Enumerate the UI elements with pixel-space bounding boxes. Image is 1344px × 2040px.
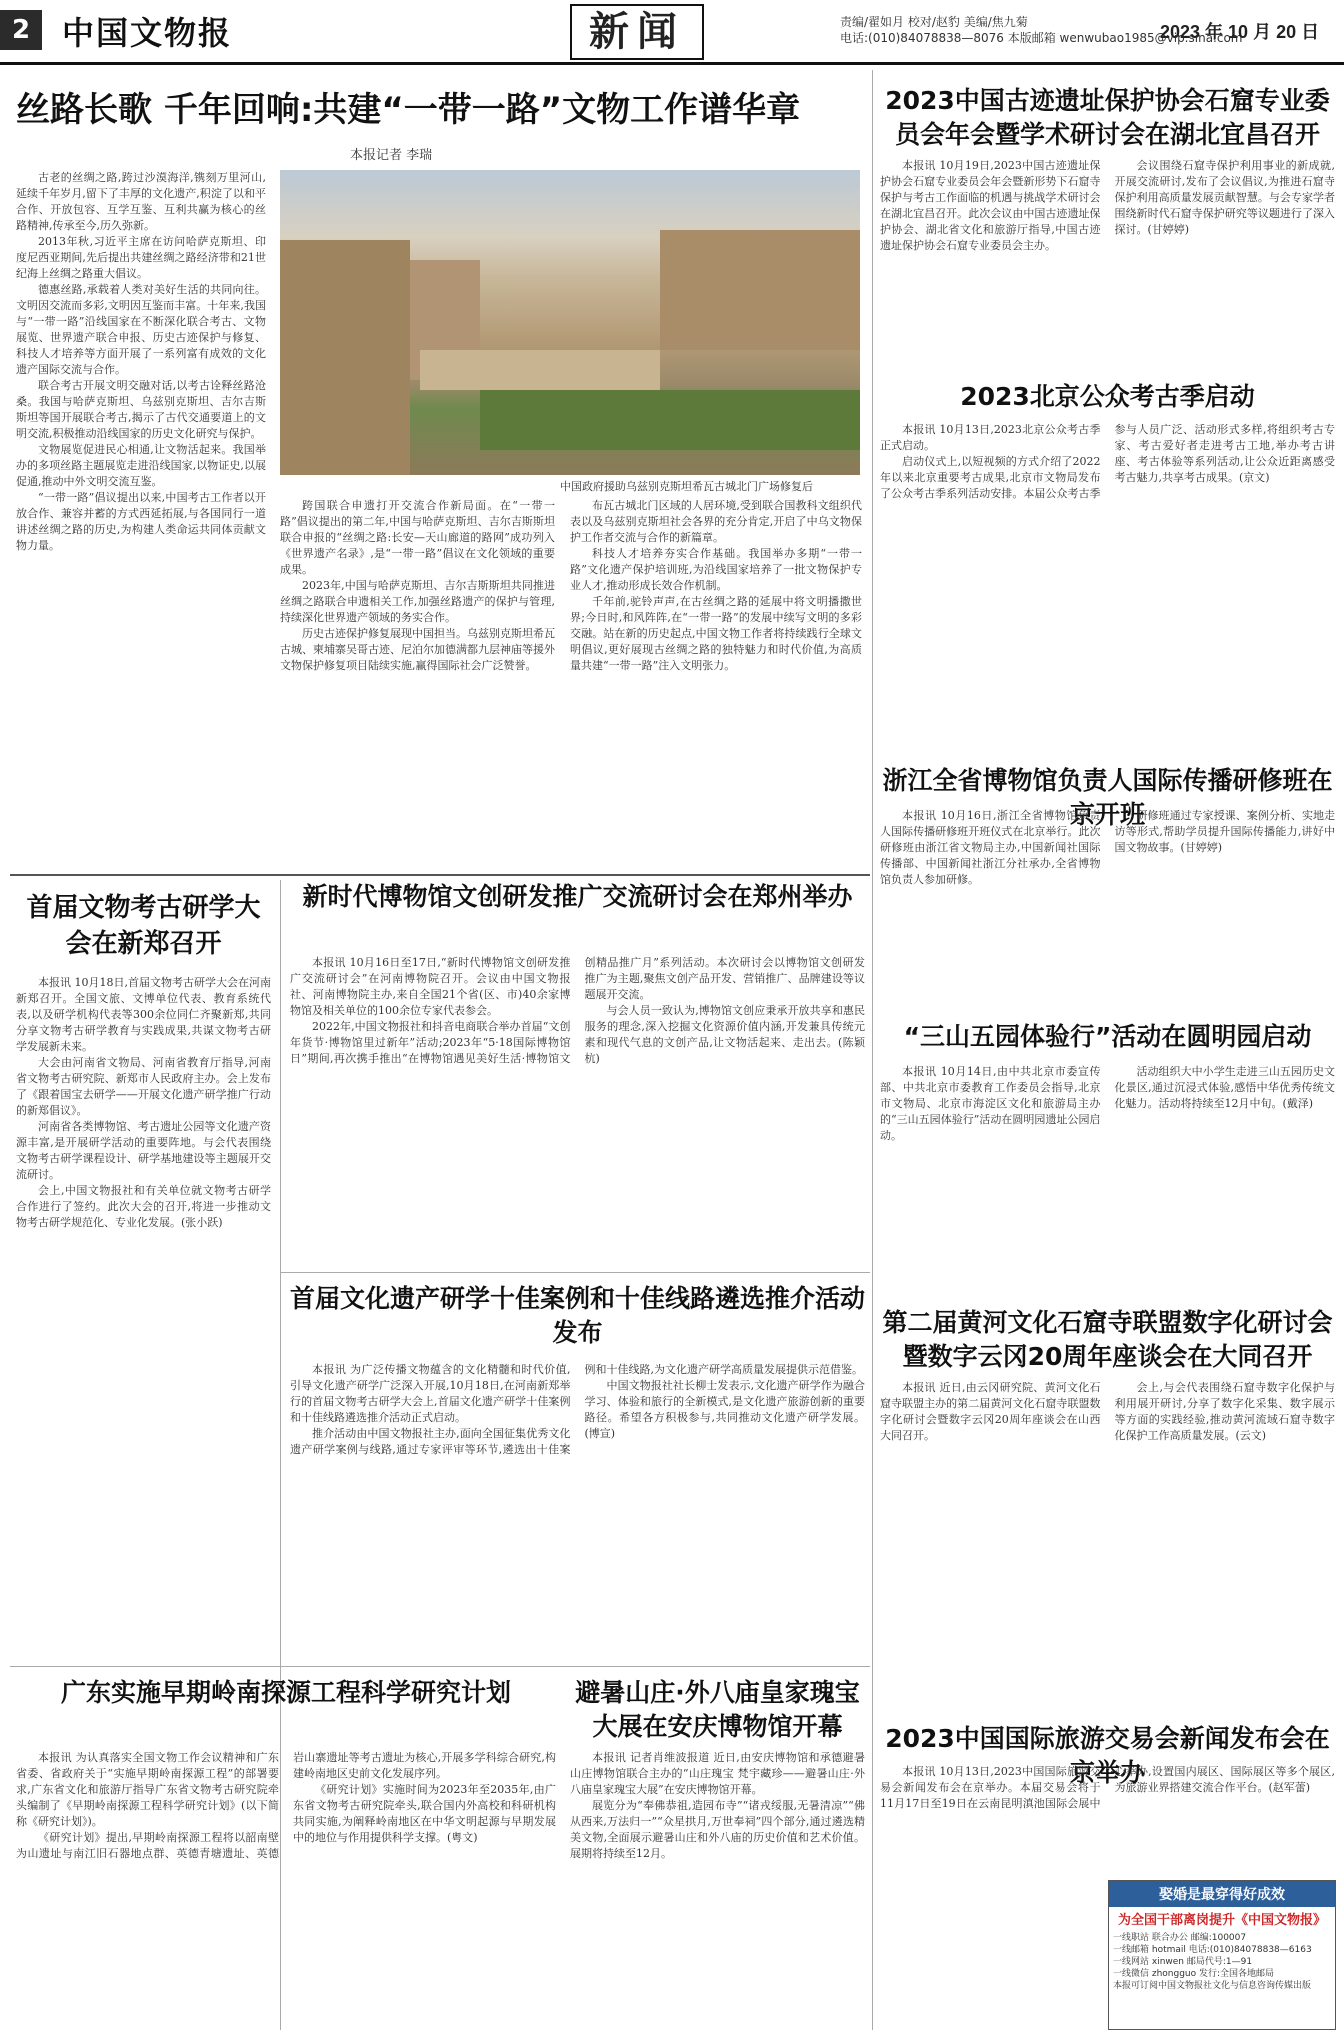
paragraph: 本报讯 10月14日,由中共北京市委宣传部、中共北京市委教育工作委员会指导,北京市文物局、北京市海淀区文化和旅游局主办的“三山五园体验行”活动在圆明园遗址公园启动。 (880, 1065, 1101, 1142)
article-body (16, 975, 271, 1650)
paragraph: 文物展览促进民心相通,让文物活起来。我国举办的多项丝路主题展览走进沿线国家,以物证史,以展促通,推动中外文明交流互鉴。 (16, 443, 266, 488)
paragraph: 2022年,中国文物报社和抖音电商联合举办首届“文创年货节·博物馆里过新年”活动;2023年“5·18国际博物馆日”期间,再次携手推出“在博物馆遇见美好生活·博物馆文创精品推广月”系列活动。本次研讨会以博物馆文创研发推广为主题,聚焦文创产品开发、营销推广、品牌建设等议题展开交流。 (290, 956, 865, 1065)
article-body (570, 1750, 865, 2030)
paragraph: 本报讯 为认真落实全国文物工作会议精神和广东省委、省政府关于“实施早期岭南探源工程”的部署要求,广东省文化和旅游厅指导广东省文物考古研究院牵头编制了《早期岭南探源工程科学研究计划》(以下简称《研究计划》)。 (16, 1751, 279, 1828)
lead-column-2 (280, 498, 555, 868)
article-body (880, 1064, 1335, 1294)
paragraph: 本报讯 10月19日,2023中国古迹遗址保护协会石窟专业委员会年会暨新形势下石窟寺保护与考古工作面临的机遇与挑战学术研讨会在湖北宜昌召开。此次会议由中国古迹遗址保护协会、湖北省文化和旅游厅指导,中国古迹遗址保护协会石窟专业委员会主办。 (880, 159, 1101, 252)
paragraph: 大会由河南省文物局、河南省教育厅指导,河南省文物考古研究院、新郑市人民政府主办。会上发布了《跟着国宝去研学——开展文化遗产研学推广行动的新郑倡议》。 (16, 1056, 271, 1117)
article-body (290, 1362, 865, 1662)
article-body (290, 955, 865, 1265)
ad-line: 一线职站 联合办公 邮编:100007 (1113, 1933, 1247, 1943)
article-headline: “三山五园体验行”活动在圆明园启动 (903, 1022, 1312, 1051)
paragraph: 古老的丝绸之路,跨过沙漠海洋,镌刻万里河山,延续千年岁月,留下了丰厚的文化遗产,积淀了以和平合作、开放包容、互学互鉴、互利共赢为核心的丝路精神,传承至今,历久弥新。 (16, 171, 266, 232)
paragraph: 启动仪式上,以短视频的方式介绍了2022年以来北京重要考古成果,北京市文物局发布了公众考古季系列活动安排。本届公众考古季参与人员广泛、活动形式多样,将组织考古专家、考古爱好者走进考古工地,举办考古讲座、考古体验等系列活动,让公众近距离感受考古魅力,共享考古成果。(京文) (880, 423, 1335, 500)
paragraph: 跨国联合申遗打开交流合作新局面。在“一带一路”倡议提出的第二年,中国与哈萨克斯坦、吉尔吉斯斯坦联合申报的“丝绸之路:长安—天山廊道的路网”成功列入《世界遗产名录》,是“一带一路”倡议在文化领域的重要成果。 (280, 499, 555, 576)
article-headline: 首届文物考古研学大会在新郑召开 (26, 893, 261, 959)
page-number: 2 (0, 10, 42, 50)
article-headline: 2023中国古迹遗址保护协会石窟专业委员会年会暨学术研讨会在湖北宜昌召开 (885, 86, 1330, 149)
paragraph: 《研究计划》提出,早期岭南探源工程将以韶南壁为山遗址与南江旧石器地点群、英德青塘遗址、英德岩山寨遗址等考古遗址为核心,开展多学科综合研究,构建岭南地区史前文化发展序列。 (16, 1751, 556, 1860)
paragraph: 中国文物报社社长柳士发表示,文化遗产研学作为融合学习、体验和旅行的全新模式,是文化遗产旅游创新的重要路径。希望各方积极参与,共同推动文化遗产研学发展。(博宣) (584, 1379, 865, 1440)
paragraph: 本报讯 记者肖维波报道 近日,由安庆博物馆和承德避暑山庄博物馆联合主办的“山庄瑰宝 梵宇藏珍——避暑山庄·外八庙皇家瑰宝大展”在安庆博物馆开幕。 (570, 1751, 865, 1796)
ad-line: 一线微信 zhongguo 发行:全国各地邮局 (1113, 1969, 1275, 1979)
ad-line: 一线邮箱 hotmail 电话:(010)84078838—6163 (1113, 1945, 1312, 1955)
article-body (880, 1380, 1335, 1710)
paragraph: “一带一路”倡议提出以来,中国考古工作者以开放合作、兼容并蓄的方式西延拓展,与各国同行一道讲述丝绸之路的历史,为构建人类命运共同体贡献文物力量。 (16, 491, 266, 552)
ad-details (1109, 1930, 1335, 1994)
paragraph: 与会人员一致认为,博物馆文创应秉承开放共享和惠民服务的理念,深入挖掘文化资源价值内涵,开发兼具传统元素和现代气息的文创产品,让文物活起来、走出去。(陈颖杭) (584, 1004, 865, 1065)
newspaper-logo: 中国文物报 (62, 14, 233, 52)
editors-line: 责编/翟如月 校对/赵豹 美编/焦九菊 (840, 15, 1028, 29)
paragraph: 联合考古开展文明交融对话,以考古诠释丝路沧桑。我国与哈萨克斯坦、乌兹别克斯坦、吉尔吉斯斯坦等国开展联合考古,揭示了古代交通要道上的文明交流,积极推动沿线国家的历史文化研究与保护。 (16, 379, 266, 440)
paragraph: 《研究计划》实施时间为2023年至2035年,由广东省文物考古研究院牵头,联合国内外高校和科研机构共同实施,为阐释岭南地区在中华文明起源与早期发展中的地位与作用提供科学支撑。(粤文) (293, 1783, 556, 1844)
article-headline: 首届文化遗产研学十佳案例和十佳线路遴选推介活动发布 (290, 1284, 866, 1347)
paragraph: 本报讯 10月18日,首届文物考古研学大会在河南新郑召开。全国文旅、文博单位代表、教育系统代表,以及研学机构代表等300余位同仁齐聚新郑,共同分享文物考古研学教育与实践成果,共谋文物考古研学发展新未来。 (16, 976, 271, 1053)
masthead (0, 0, 1344, 58)
article-headline: 新时代博物馆文创研发推广交流研讨会在郑州举办 (302, 882, 853, 911)
paragraph: 会上,与会代表围绕石窟寺数字化保护与利用展开研讨,分享了数字化采集、数字展示等方面的实践经验,推动黄河流域石窟寺数字化保护工作高质量发展。(云文) (1114, 1381, 1335, 1442)
header-rule (0, 62, 1344, 65)
article-body (880, 158, 1335, 368)
lead-column-3 (570, 498, 862, 868)
paragraph: 会上,中国文物报社和有关单位就文物考古研学合作进行了签约。此次大会的召开,将进一步推动文物考古研学规范化、专业化发展。(张小跃) (16, 1184, 271, 1229)
paragraph: 推介活动由中国文物报社主办,面向全国征集优秀文化遗产研学案例与线路,通过专家评审等环节,遴选出十佳案例和十佳线路,为文化遗产研学高质量发展提供示范借鉴。 (290, 1363, 863, 1456)
article-headline: 2023中国国际旅游交易会新闻发布会在京举办 (885, 1724, 1330, 1787)
article-body (880, 422, 1335, 752)
paragraph: 本报讯 10月16日,浙江全省博物馆负责人国际传播研修班开班仪式在北京举行。此次研修班由浙江省文物局主办,中国新闻社国际传播部、中国新闻社浙江分社承办,全省博物馆负责人参加研修。 (880, 809, 1101, 886)
paragraph: 本报讯 为广泛传播文物蕴含的文化精髓和时代价值,引导文化遗产研学广泛深入开展,10月18日,在河南新郑举行的首届文物考古研学大会上,首届文化遗产研学十佳案例和十佳线路遴选推介活动正式启动。 (290, 1363, 571, 1424)
ad-subtitle: 为全国干部离岗提升《中国文物报》 (1117, 1913, 1326, 1928)
paragraph: 河南省各类博物馆、考古遗址公园等文化遗产资源丰富,是开展研学活动的重要阵地。与会代表围绕文物考古研学课程设计、研学基地建设等主题展开交流研讨。 (16, 1120, 271, 1181)
paragraph: 活动组织大中小学生走进三山五园历史文化景区,通过沉浸式体验,感悟中华优秀传统文化魅力。活动将持续至12月中旬。(戴泽) (1114, 1065, 1335, 1110)
paragraph: 布瓦古城北门区域的人居环境,受到联合国教科文组织代表以及乌兹别克斯坦社会各界的充分肯定,开启了中乌文物保护工作者交流与合作的新篇章。 (570, 499, 862, 544)
article-body (880, 808, 1335, 1008)
paragraph: 本报讯 10月13日,2023中国国际旅游交易会新闻发布会在京举办。本届交易会将于11月17日至19日在云南昆明滇池国际会展中心举办,设置国内展区、国际展区等多个展区,为旅游业界搭建交流合作平台。(赵军蕾) (880, 1765, 1335, 1810)
section-title: 新闻 (570, 4, 704, 60)
ad-title: 娶婚是最穿得好成效 (1109, 1881, 1335, 1907)
lead-headline: 丝路长歌 千年回响:共建“一带一路”文物工作谱华章 (16, 90, 801, 130)
section-rule (10, 874, 870, 876)
lead-column-1 (16, 170, 266, 870)
contact-line: 电话:(010)84078838—8076 本版邮箱 wenwubao1985@vip.sina.com (840, 31, 1243, 45)
lead-byline: 本报记者 李瑞 (350, 148, 433, 163)
paragraph: 2013年秋,习近平主席在访问哈萨克斯坦、印度尼西亚期间,先后提出共建丝绸之路经济带和21世纪海上丝绸之路重大倡议。 (16, 235, 266, 280)
article-headline: 广东实施早期岭南探源工程科学研究计划 (60, 1678, 511, 1707)
paragraph: 历史古迹保护修复展现中国担当。乌兹别克斯坦希瓦古城、柬埔寨吴哥古迹、尼泊尔加德满都九层神庙等援外文物保护修复项目陆续实施,赢得国际社会广泛赞誉。 (280, 627, 555, 672)
article-body (880, 1764, 1335, 1874)
paragraph: 2023年,中国与哈萨克斯坦、吉尔吉斯斯坦共同推进丝绸之路联合申遗相关工作,加强丝路遗产的保护与管理,持续深化世界遗产领域的务实合作。 (280, 579, 555, 624)
paragraph: 本报讯 10月16日至17日,“新时代博物馆文创研发推广交流研讨会”在河南博物院召开。会议由中国文物报社、河南博物院主办,来自全国21个省(区、市)40余家博物馆及相关单位的100余位专家代表参会。 (290, 956, 571, 1017)
photo-caption: 中国政府援助乌兹别克斯坦希瓦古城北门广场修复后 (560, 480, 813, 493)
article-headline: 2023北京公众考古季启动 (960, 382, 1255, 411)
paragraph: 本报讯 近日,由云冈研究院、黄河文化石窟寺联盟主办的第二届黄河文化石窟寺联盟数字化研讨会暨数字云冈20周年座谈会在山西大同召开。 (880, 1381, 1101, 1442)
paragraph: 研修班通过专家授课、案例分析、实地走访等形式,帮助学员提升国际传播能力,讲好中国文物故事。(甘婷婷) (1114, 809, 1335, 854)
article-headline: 第二届黄河文化石窟寺联盟数字化研讨会暨数字云冈20周年座谈会在大同召开 (882, 1308, 1333, 1371)
article-headline: 避暑山庄·外八庙皇家瑰宝大展在安庆博物馆开幕 (575, 1678, 860, 1741)
ad-line: 本报可订阅中国文物报社文化与信息咨询传媒出版 (1113, 1981, 1312, 1991)
paragraph: 本报讯 10月13日,2023北京公众考古季正式启动。 (880, 423, 1101, 452)
issue-date: 2023 年 10 月 20 日 (1160, 22, 1320, 42)
paragraph: 德惠丝路,承载着人类对美好生活的共同向往。文明因交流而多彩,文明因互鉴而丰富。十年来,我国与“一带一路”沿线国家在不断深化联合考古、文物展览、世界遗产联合申报、历史古迹保护与修复、科技人才培养等方面开展了一系列富有成效的文化遗产国际交流与合作。 (16, 283, 266, 376)
section-rule (280, 1272, 870, 1273)
paragraph: 展览分为“奉佛恭祖,造园布寺”“诸戎绥服,无暑清凉”“佛从西来,万法归一”“众星拱月,万世奉祠”四个部分,通过遴选精美文物,全面展示避暑山庄和外八庙的历史价值和艺术价值。展期将持续至12月。 (570, 1799, 865, 1860)
lead-photo (280, 170, 860, 475)
subscription-ad (1108, 1880, 1336, 2030)
paragraph: 科技人才培养夯实合作基础。我国举办多期“一带一路”文化遗产保护培训班,为沿线国家培养了一批文物保护专业人才,推动形成长效合作机制。 (570, 547, 862, 592)
article-body (16, 1750, 556, 2030)
paragraph: 千年前,驼铃声声,在古丝绸之路的延展中将文明播撒世界;今日时,和风阵阵,在“一带一路”的发展中续写文明的多彩交融。站在新的历史起点,中国文物工作者将持续践行全球文明倡议,更好展现古丝绸之路的独特魅力和时代价值,为高质量共建“一带一路”注入文明张力。 (570, 595, 862, 672)
paragraph: 会议围绕石窟寺保护利用事业的新成就,开展交流研讨,发布了会议倡议,为推进石窟寺保护利用高质量发展贡献智慧。与会专家学者围绕新时代石窟寺保护研究等议题进行了深入探讨。(甘婷婷) (1114, 159, 1335, 236)
article-headline: 浙江全省博物馆负责人国际传播研修班在京开班 (882, 766, 1333, 829)
ad-line: 一线网站 xinwen 邮局代号:1—91 (1113, 1957, 1253, 1967)
column-divider (872, 70, 873, 2030)
section-rule (10, 1666, 870, 1667)
